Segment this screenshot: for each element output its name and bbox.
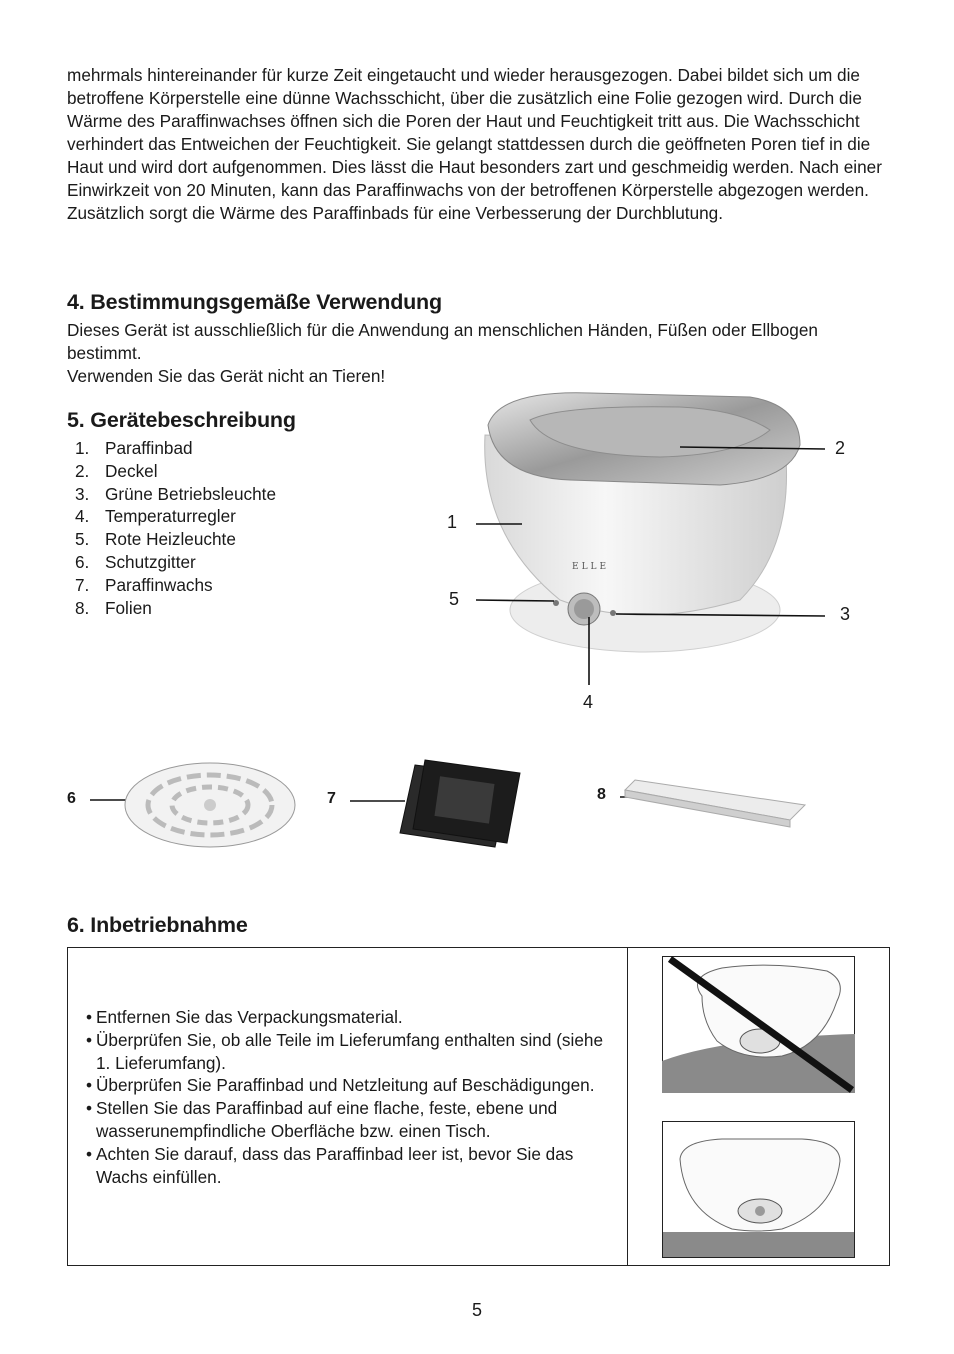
section-4-text-2: Verwenden Sie das Gerät nicht an Tieren! (67, 366, 386, 386)
list-item: 2. Deckel (75, 460, 158, 481)
list-item: 6. Schutzgitter (75, 551, 196, 572)
setup-bullets (86, 1006, 616, 1188)
protective-grid-illustration (85, 755, 305, 865)
intro-paragraph-1: mehrmals hintereinander für kurze Zeit eingetaucht und wieder herausgezogen. Dabei bildet sich um die betroffene Körperstelle eine dünne Wachsschicht, über die zusätzlich eine Folie gezogen wird. Durch die Wärme des Paraffinwachses öffnen sich die Poren der Haut und Feuchtigkeit tritt aus. Die Wachsschicht verhindert das Entweichen der Feuchtigkeit. Sie gelangt stattdessen durch die geöffneten Poren tief in die Haut und wird dort aufgenommen. Dies lässt die Haut besonders zart und geschmeidig werden. Nach einer Einwirkzeit von 20 Minuten, kann das Paraffinwachs von der betroffenen Körperstelle abgezogen werden. (67, 65, 882, 200)
intro-text (67, 64, 897, 225)
paraffin-wax-illustration (345, 755, 555, 865)
list-item: 3. Grüne Betriebsleuchte (75, 483, 277, 504)
device-brand-text: ELLE (572, 562, 610, 572)
section-5-heading: 5. Gerätebeschreibung (67, 408, 296, 432)
list-item: • Überprüfen Sie Paraffinbad und Netzleitung auf Beschädigungen. (86, 1074, 616, 1097)
callout-2: 2 (835, 438, 846, 458)
callout-8: 8 (597, 786, 606, 803)
callout-7: 7 (327, 790, 336, 807)
callout-5: 5 (449, 589, 460, 609)
incorrect-placement-illustration (662, 956, 855, 1093)
section-4-text-1: Dieses Gerät ist ausschließlich für die Anwendung an menschlichen Händen, Füßen oder Ellbogen bestimmt. (67, 320, 818, 363)
callout-6: 6 (67, 790, 76, 807)
setup-divider (627, 948, 628, 1265)
intro-paragraph-2: Zusätzlich sorgt die Wärme des Paraffinbads für eine Verbesserung der Durchblutung. (67, 203, 724, 223)
callout-1: 1 (447, 512, 458, 532)
callout-4: 4 (583, 692, 594, 712)
correct-placement-illustration (662, 1121, 855, 1258)
list-item: • Überprüfen Sie, ob alle Teile im Lieferumfang enthalten sind (siehe 1. Lieferumfang). (86, 1029, 616, 1075)
page-number: 5 (471, 1300, 482, 1320)
list-item: • Entfernen Sie das Verpackungsmaterial. (86, 1006, 616, 1029)
list-item: • Achten Sie darauf, dass das Paraffinbad leer ist, bevor Sie das Wachs einfüllen. (86, 1143, 616, 1189)
list-item: 5. Rote Heizleuchte (75, 529, 236, 550)
list-item: 7. Paraffinwachs (75, 574, 213, 595)
section-4-heading: 4. Bestimmungsgemäße Verwendung (67, 290, 442, 314)
list-item: 1. Paraffinbad (75, 438, 193, 458)
setup-box (67, 947, 890, 1266)
callout-3: 3 (840, 604, 851, 624)
list-item: 8. Folien (75, 597, 152, 618)
parts-list (75, 437, 276, 619)
list-item: • Stellen Sie das Paraffinbad auf eine flache, feste, ebene und wasserunempfindliche Oberfläche bzw. einen Tisch. (86, 1097, 616, 1143)
section-6-heading: 6. Inbetriebnahme (67, 913, 248, 937)
foils-illustration (615, 755, 815, 845)
paraffin-bath-illustration (440, 385, 870, 715)
list-item: 4. Temperaturregler (75, 506, 236, 527)
callout-line-5 (476, 600, 554, 601)
